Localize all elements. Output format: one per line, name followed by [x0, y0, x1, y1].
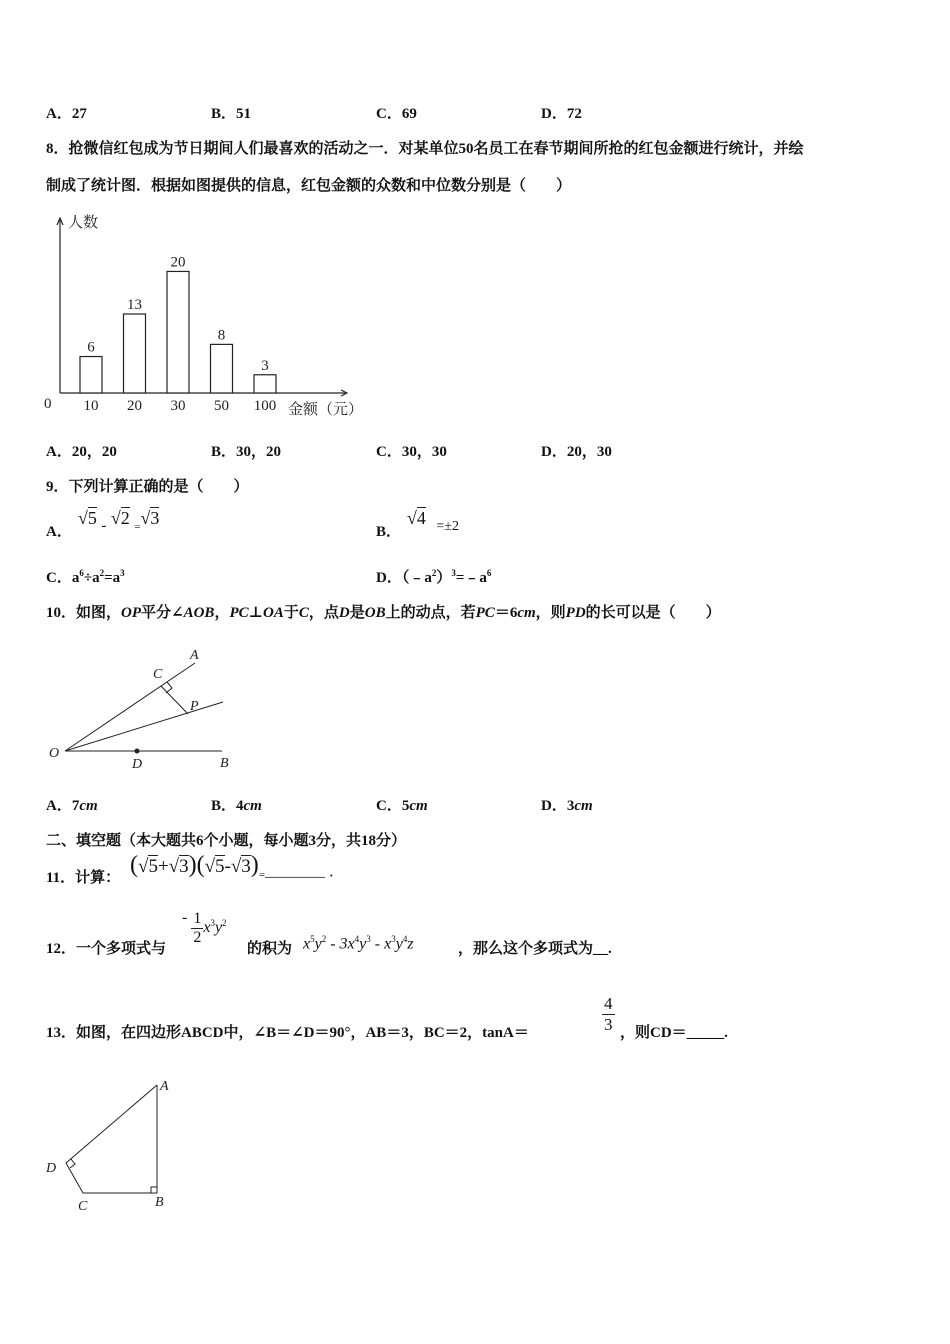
label-b: B — [155, 1195, 164, 1210]
q9-b-rhs: =±2 — [436, 519, 459, 534]
q7-option-a: A．27 — [46, 106, 87, 122]
q9-stem: 9．下列计算正确的是（ ） — [46, 479, 249, 495]
x-axis-label: 金额（元） — [288, 402, 364, 418]
q8-option-b: B．30，20 — [211, 444, 282, 460]
q9-option-b-label: B． — [376, 524, 402, 540]
label-p: P — [190, 699, 199, 714]
q9-d-paren: ） — [436, 570, 452, 586]
q12-p5: 4 — [354, 934, 360, 944]
q8-option-d: D．20，30 — [541, 444, 612, 460]
bar-30 — [167, 271, 189, 393]
q9-a-radicand2: 2 — [120, 508, 130, 528]
bar-100 — [254, 375, 276, 393]
label-d: D — [46, 1161, 57, 1176]
q12-x: x — [203, 919, 211, 937]
right-angle-mark-c — [166, 682, 172, 693]
q10-s6: ⊥ — [248, 605, 264, 621]
q10-s19: PD — [565, 605, 586, 621]
q11-answer-blank: ________ — [265, 864, 325, 880]
q8-stem-line2: 制成了统计图．根据如图提供的信息，红包金额的众数和中位数分别是（ ） — [46, 178, 572, 194]
q12-x-exp: 3 — [210, 917, 215, 928]
q12-den: 2 — [193, 929, 202, 946]
q11-minus: - — [224, 856, 231, 877]
q7-option-c: C．69 — [376, 106, 417, 122]
q10-a-unit: cm — [79, 798, 98, 814]
x-tick-10: 10 — [83, 398, 99, 414]
q11-r3: 5 — [215, 856, 225, 877]
point-d — [135, 749, 140, 754]
q10-s11: D — [338, 605, 350, 621]
q10-s14: 上的动点，若 — [385, 605, 476, 621]
x-tick-20: 20 — [127, 398, 142, 414]
q10-d-unit: cm — [574, 798, 593, 814]
q12-suffix-text: ，那么这个多项式为 — [458, 941, 594, 957]
q9-d-text: D．（﹣a — [376, 570, 432, 586]
quadrilateral-abcd — [66, 1085, 157, 1193]
q9-d-exp2: 3 — [451, 568, 456, 578]
q12-p0: x — [303, 935, 311, 953]
label-c: C — [153, 667, 163, 682]
q10-s10: ，点 — [308, 605, 339, 621]
q11-expression: $(√5+√3)(√5-√3)_{=\_\_\_\_\_\_\_\_}$ $_.$ — [130, 852, 345, 881]
q10-a-text: A．7 — [46, 798, 80, 814]
q12-p3: 2 — [321, 934, 327, 944]
q10-b-unit: cm — [243, 798, 262, 814]
q9-c-exp1: 6 — [79, 568, 84, 578]
q12-p4: - 3x — [326, 935, 355, 953]
q13-suffix-text: ，则CD＝ — [620, 1025, 687, 1041]
q10-s5: PC — [229, 605, 249, 621]
data-label-50: 8 — [217, 327, 226, 344]
q12-answer-blank: __ — [593, 941, 609, 957]
q9-b-radicand: 4 — [416, 508, 426, 528]
q10-option-d — [541, 794, 593, 815]
q7-option-d: D．72 — [541, 106, 582, 122]
q13-end: . — [724, 1025, 728, 1041]
q9-option-c — [46, 566, 125, 587]
q9-option-d — [376, 566, 491, 587]
q9-d-eq: =﹣a — [455, 570, 487, 586]
q9-option-a-label: A． — [46, 524, 72, 540]
q10-s0: 10．如图， — [46, 605, 122, 621]
q13-prefix: 13．如图，在四边形ABCD中，∠B＝∠D＝90°，AB＝3， — [46, 1025, 424, 1041]
q11-r1: 5 — [148, 856, 158, 877]
section-2-title: 二、填空题（本大题共6个小题，每小题3分，共18分） — [46, 833, 407, 849]
data-label-10: 6 — [87, 339, 95, 356]
q9-c-mid: ÷a — [83, 570, 100, 586]
bar-50 — [211, 344, 233, 393]
q9-a-op: - — [101, 518, 107, 534]
q10-c-unit: cm — [409, 798, 428, 814]
origin-label: 0 — [44, 396, 52, 412]
right-angle-mark-d — [70, 1159, 75, 1168]
q12-p2: y — [314, 935, 322, 953]
data-label-20: 13 — [127, 296, 142, 313]
q10-s8: 于 — [283, 605, 299, 621]
q10-s17: cm — [517, 605, 536, 621]
q12-mid: 的积为 — [247, 941, 293, 957]
q10-c-text: C．5 — [376, 798, 410, 814]
q12-p11: 4 — [402, 934, 408, 944]
segment-pc — [161, 686, 188, 714]
q7-option-b: B．51 — [211, 106, 252, 122]
q12-suffix — [458, 937, 612, 958]
y-axis-label: 人数 — [68, 215, 99, 231]
q12-y-exp: 2 — [222, 917, 227, 928]
q9-c-exp2: 2 — [99, 568, 105, 578]
bar-10 — [80, 357, 102, 393]
q10-s18: ，则 — [535, 605, 566, 621]
q12-p9: 3 — [391, 934, 396, 944]
q12-p6: y — [359, 935, 367, 953]
q11-eq: = — [258, 869, 265, 881]
q13-suffix — [620, 1021, 728, 1042]
q9-option-a-expr: √5 $_-$ √2 $_=$√3 — [78, 508, 160, 534]
q13-stem — [46, 1021, 529, 1042]
label-a: A — [190, 648, 199, 663]
q10-s20: 的长可以是（ ） — [585, 605, 721, 621]
x-tick-100: 100 — [253, 398, 277, 414]
q11-end: ． — [329, 864, 345, 880]
label-a: A — [160, 1079, 169, 1094]
q9-c-text: C．a — [46, 570, 80, 586]
q9-a-radicand1: 5 — [87, 508, 97, 528]
x-tick-30: 30 — [170, 398, 186, 414]
bar-20 — [124, 314, 146, 393]
q10-s16: ＝6 — [494, 605, 518, 621]
q13-den: 3 — [604, 1015, 613, 1034]
q13-mid: BC＝2，tanA＝ — [423, 1025, 529, 1041]
q10-b-text: B．4 — [211, 798, 244, 814]
label-c: C — [78, 1199, 88, 1214]
q12-p7: 3 — [366, 934, 371, 944]
q10-s3: AOB — [183, 605, 215, 621]
ray-op — [65, 702, 223, 751]
q10-option-a — [46, 794, 98, 815]
q9-d-exp1: 2 — [431, 568, 437, 578]
q10-s15: PC — [475, 605, 495, 621]
q9-option-b-expr: √4 $_{=\pm 2}$ — [407, 508, 459, 534]
q12-polynomial — [303, 934, 414, 953]
q12-end: . — [608, 941, 612, 957]
right-angle-mark-b — [151, 1187, 157, 1193]
q9-c-eq: =a — [104, 570, 121, 586]
q11-r4: 3 — [241, 856, 251, 877]
q9-a-eq: = — [134, 521, 141, 533]
q9-a-radicand3: 3 — [150, 508, 160, 528]
q12-p1: 5 — [310, 934, 315, 944]
label-b: B — [220, 756, 229, 771]
q10-d-text: D．3 — [541, 798, 575, 814]
q13-fraction — [602, 994, 615, 1035]
q8-stem-line1: 8．抢微信红包成为节日期间人们最喜欢的活动之一．对某单位50名员工在春节期间所抢的红包金额进行统计，并绘 — [46, 141, 804, 157]
q11-prefix: 11．计算： — [46, 870, 121, 886]
q10-option-c — [376, 794, 428, 815]
q12-p12: z — [407, 935, 414, 953]
q10-stem — [46, 601, 721, 622]
q12-num: 1 — [193, 910, 202, 927]
q12-y: y — [214, 919, 223, 937]
q10-s1: OP — [121, 605, 142, 621]
q9-d-exp3: 6 — [486, 568, 492, 578]
q10-s12: 是 — [349, 605, 365, 621]
q8-bar-chart — [40, 210, 380, 425]
q8-option-c: C．30，30 — [376, 444, 447, 460]
data-label-100: 3 — [261, 357, 269, 374]
ray-oa — [65, 663, 195, 751]
q10-s13: OB — [364, 605, 386, 621]
data-label-30: 20 — [170, 254, 186, 271]
q12-neg: - — [182, 909, 188, 927]
q8-option-a: A．20，20 — [46, 444, 117, 460]
q11-r2: 3 — [179, 856, 189, 877]
q11-plus: + — [157, 856, 169, 877]
q12-p8: - x — [370, 935, 392, 953]
q13-num: 4 — [604, 994, 613, 1013]
label-d: D — [132, 757, 143, 772]
q9-c-exp3: 3 — [120, 568, 125, 578]
label-o: O — [49, 746, 60, 761]
q10-s4: ， — [214, 605, 230, 621]
q10-s2: 平分∠ — [141, 605, 184, 621]
q12-p10: y — [395, 935, 403, 953]
q13-quadrilateral-figure — [40, 1070, 180, 1215]
q12-prefix: 12．一个多项式与 — [46, 941, 167, 957]
x-tick-50: 50 — [214, 398, 229, 414]
q10-angle-figure — [40, 640, 250, 775]
q10-s7: OA — [263, 605, 284, 621]
q13-answer-blank: _____ — [686, 1025, 725, 1041]
q12-monomial — [182, 910, 227, 947]
q10-option-b — [211, 794, 262, 815]
q10-s9: C — [298, 605, 309, 621]
